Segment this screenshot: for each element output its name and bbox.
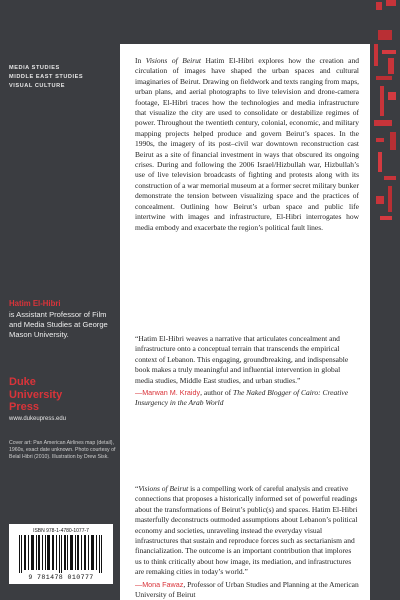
publisher-name-line3: Press bbox=[9, 401, 39, 413]
barcode-digits: 9 781478 010777 bbox=[28, 574, 94, 581]
blurb-kraidy bbox=[135, 334, 359, 409]
blurb-kraidy-text: “Hatim El-Hibri weaves a narrative that articulates concealment and infrastructure onto a conceptual terrain that transcends the empirical context of Lebanon. This engaging, groundbreaking, and indispensable book makes a truly meaningful and influential intervention in global media studies, Middle East studies, and urban studies.” bbox=[135, 334, 349, 385]
publisher-name-line2: University bbox=[9, 388, 63, 401]
cover-art-credit: Cover art: Pan American Airlines map (detail), 1960s, exact date unknown. Photo courtesy of Belal Hibri (2010). Illustration by Drew Sisk. bbox=[9, 440, 116, 460]
decorative-red-artwork bbox=[370, 0, 400, 240]
author-name: Hatim El-Hibri bbox=[9, 299, 61, 308]
publisher-name-line1: Duke bbox=[9, 376, 36, 388]
description-text: Hatim El-Hibri explores how the creation and circulation of images have shaped the urban spaces and cultural imaginaries of Beirut. Drawing on fieldwork and texts ranging from maps, urban plans, and aerial photographs to live television and drone-camera footage, El-Hibri traces how the technologies and media infrastructure that visualize the city are used to consolidate or destabilize regimes of power. Throughout the twentieth century, colonial, economic, and military mapping projects helped produce and govern Beirut’s spaces. In the 1990s, the imagery of its post–civil war downtown reconstruction cast Beirut as a site of financial investment in ways that obscured its ongoing crises. During and following the 2006 Israel/Hizbullah war, Hizbullah’s use of live television broadcasts of fighting and protests along with its construction of a war memorial museum at a former secret military bunker demonstrate the tension between visualizing space and the practices of concealment. Outlining how Beirut’s urban space and public life intertwine with images and infrastructure, El-Hibri interrogates how media embody and exacerbate the region’s political fault lines. bbox=[135, 56, 359, 232]
blurb-kraidy-book-title: The Naked Blogger of Cairo: Creative Insurgency in the Arab World bbox=[135, 388, 349, 408]
blurb-kraidy-affil-prefix: , author of bbox=[200, 388, 232, 398]
barcode-bars bbox=[9, 535, 113, 575]
main-text-panel bbox=[120, 44, 370, 600]
blurb-fawaz bbox=[135, 484, 359, 600]
subject-categories bbox=[9, 64, 83, 91]
category-visual-culture: VISUAL CULTURE bbox=[9, 83, 65, 89]
category-media-studies: MEDIA STUDIES bbox=[9, 65, 60, 71]
blurb-fawaz-author: —Mona Fawaz bbox=[135, 579, 184, 589]
blurb-kraidy-attribution bbox=[135, 388, 359, 409]
blurb-kraidy-author: —Marwan M. Kraidy bbox=[135, 388, 201, 398]
description-lead: In bbox=[135, 56, 142, 65]
left-column bbox=[0, 0, 120, 600]
author-bio: is Assistant Professor of Film and Media Studies at George Mason University. bbox=[9, 310, 108, 340]
description-book-title: Visions of Beirut bbox=[145, 56, 201, 65]
publisher-logo bbox=[9, 376, 109, 414]
blurb-fawaz-affil: , Professor of Urban Studies and Planning at the American University of Beirut bbox=[135, 579, 359, 600]
blurb-fawaz-body bbox=[135, 484, 359, 578]
publisher-url: www.dukeupress.edu bbox=[9, 416, 67, 422]
blurb-fawaz-open-quote: “ bbox=[135, 484, 139, 493]
isbn-text: ISBN 978-1-4780-1077-7 bbox=[33, 528, 89, 534]
blurb-fawaz-text: is a compelling work of careful analysis and creative connections that proposes a historically informed set of powerful readings about the transformations of Beirut’s public(s) and spaces. Hatim El-Hibri masterfully deconstructs outmoded assumptions about Lebanon’s political economy and societies, unraveling instead the everyday visual infrastructures that sustain and reproduce forces such as sectarianism and financialization. The outcome is an important contribution that implores us to think critically about how image, its mediation, and infrastructures are remaking cities in today’s world.” bbox=[135, 484, 358, 577]
category-middle-east-studies: MIDDLE EAST STUDIES bbox=[9, 74, 84, 80]
book-description bbox=[135, 56, 359, 233]
blurb-fawaz-attribution bbox=[135, 580, 359, 600]
blurb-fawaz-book-title: Visions of Beirut bbox=[138, 484, 189, 493]
